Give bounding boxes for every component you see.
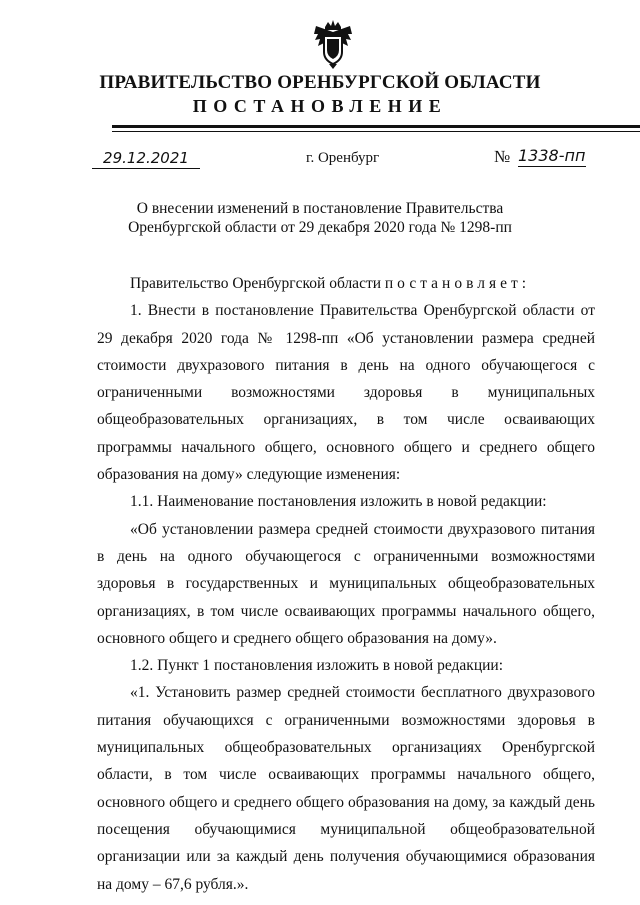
header-rule-thin bbox=[112, 131, 640, 132]
intro-paragraph bbox=[97, 270, 595, 297]
intro-verb: постановляет: bbox=[384, 275, 531, 292]
clause-1-2-text: «1. Установить размер средней стоимости бесплатного двухразового питания обучающихся с ограниченными возможностями здоровья в муниципальных общеобразовательных организациях Оренбургской области, в том числе осваивающих программы начального общего, основного общего и среднего общего образования на дому, за каждый день посещения обучающимися муниципальной общеобразовательной организации или за каждый день получения обучающимися образования на дому – 67,6 рубля.». bbox=[97, 684, 595, 893]
clause-1-1: 1.1. Наименование постановления изложить в новой редакции: bbox=[130, 493, 547, 511]
document-subject bbox=[0, 199, 640, 237]
document-type: ПОСТАНОВЛЕНИЕ bbox=[192, 96, 448, 116]
document-city: г. Оренбург bbox=[306, 150, 380, 166]
subject-line-2: Оренбургской области от 29 декабря 2020 года № 1298-пп bbox=[128, 219, 512, 236]
header-rule-thick bbox=[112, 125, 640, 128]
document-date: 29.12.2021 bbox=[92, 148, 200, 169]
orenburg-region-coat-of-arms-icon bbox=[312, 18, 354, 70]
government-title: ПРАВИТЕЛЬСТВО ОРЕНБУРГСКОЙ ОБЛАСТИ bbox=[99, 72, 541, 93]
document-number: 1338-пп bbox=[518, 146, 586, 165]
clause-1: 1. Внести в постановление Правительства Оренбургской области от 29 декабря 2020 года № 1298-пп «Об установлении размера средней стоимости двухразового питания в день на одного обучающегося с ограниченными возможностями здоровья в муниципальных общеобразовательных организациях, в том числе осваивающих программы начального общего, основного общего и среднего общего образования на дому» следующие изменения: bbox=[97, 302, 595, 484]
intro-prefix: Правительство Оренбургской области bbox=[130, 275, 385, 292]
subject-line-1: О внесении изменений в постановление Правительства bbox=[136, 200, 504, 217]
clause-1-1-text: «Об установлении размера средней стоимости двухразового питания в день на одного обучающегося с ограниченными возможностями здоровья в государственных и муниципальных общеобразовательных организациях, в том числе осваивающих программы начального общего, основного общего и среднего общего образования на дому». bbox=[97, 520, 595, 647]
document-body bbox=[97, 270, 595, 898]
clause-1-2: 1.2. Пункт 1 постановления изложить в новой редакции: bbox=[130, 657, 504, 675]
document-number-label: № bbox=[494, 147, 511, 166]
